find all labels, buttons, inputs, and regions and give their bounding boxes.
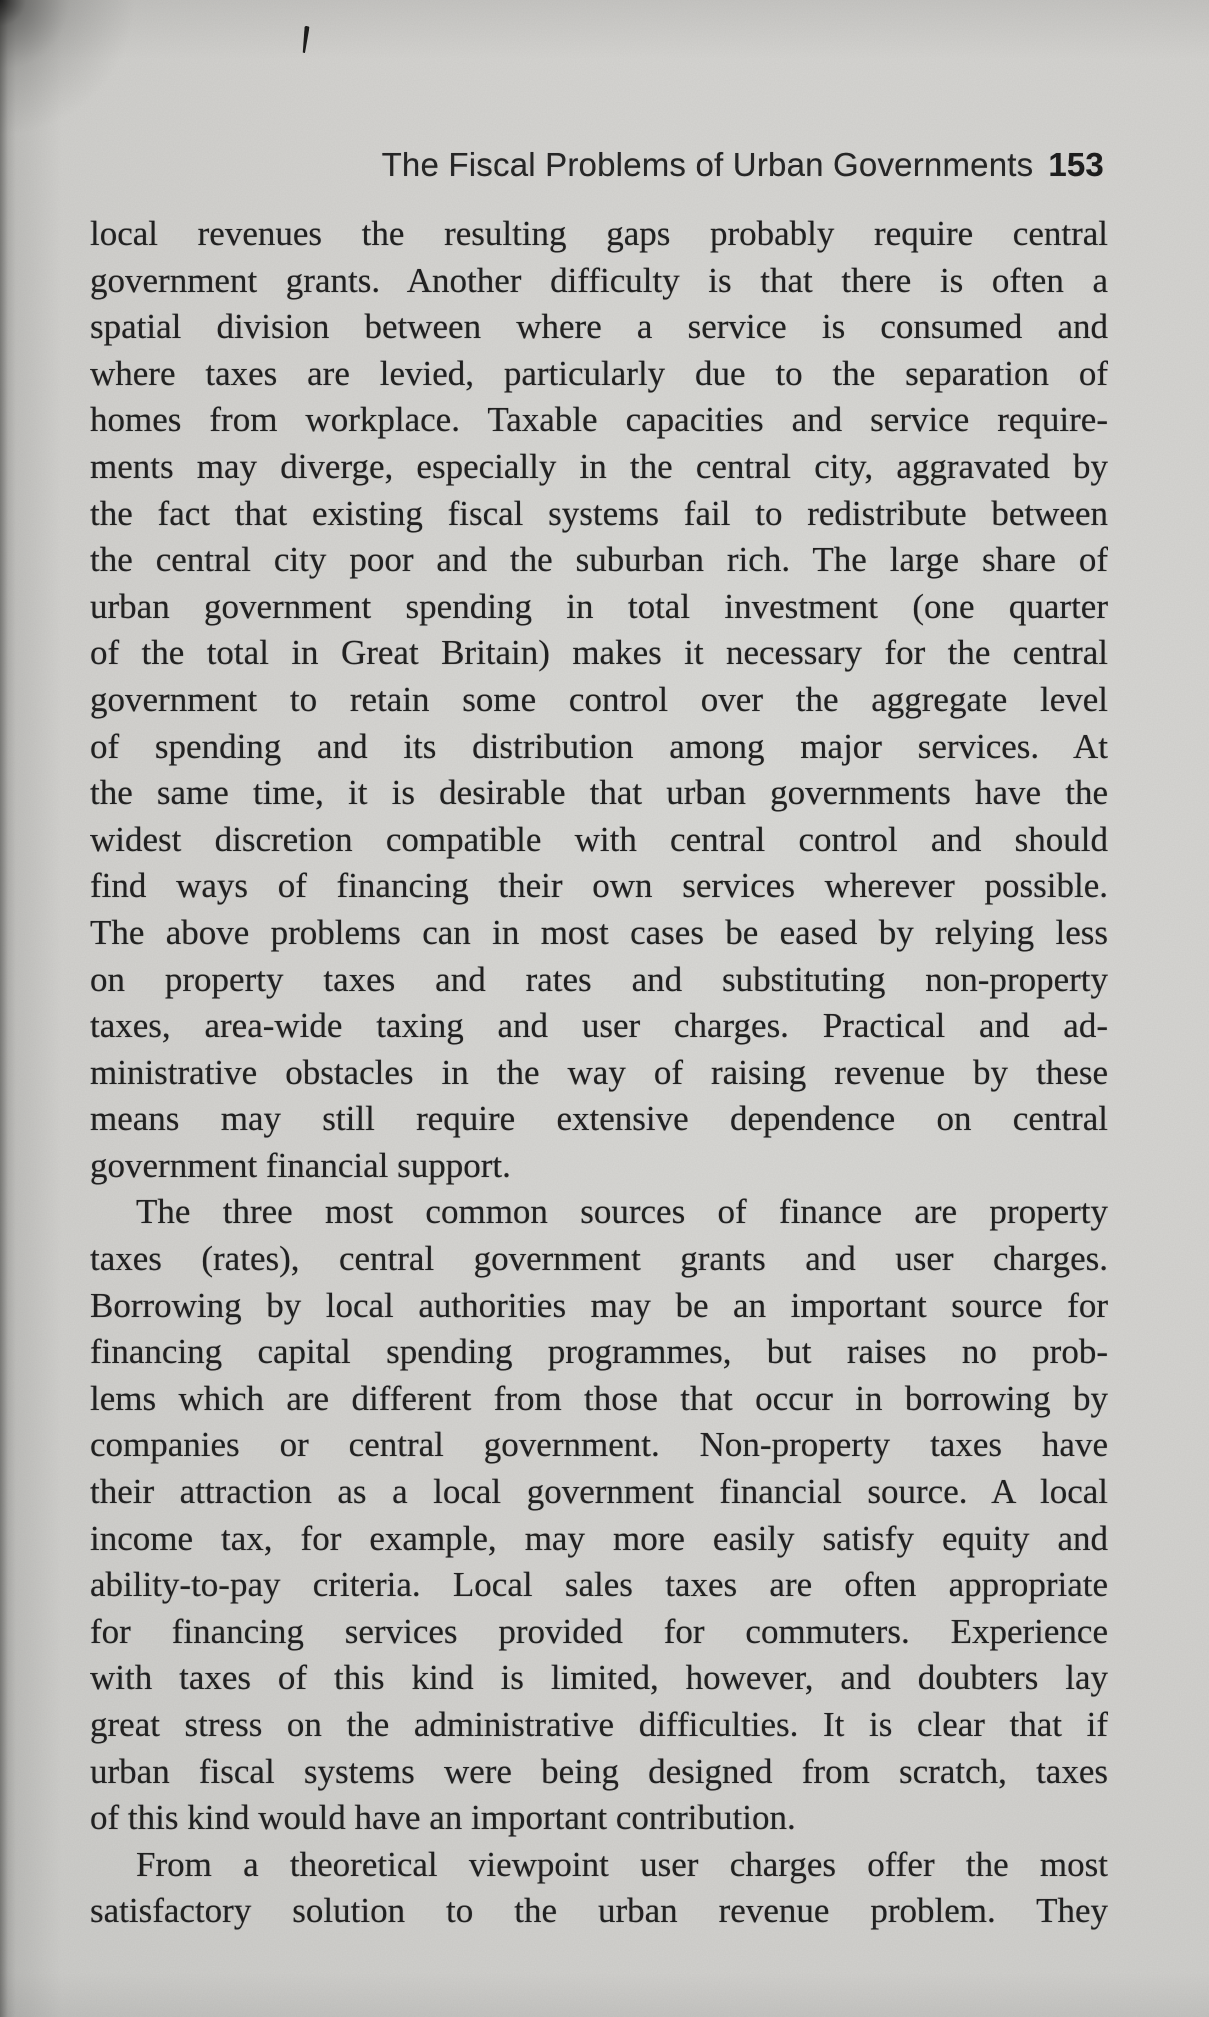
text-line: ability-to-pay criteria. Local sales taxes are often appropriate: [90, 1565, 1108, 1605]
page-header: [382, 146, 1104, 184]
text-line: widest discretion compatible with central control and should: [90, 819, 1108, 859]
stray-ink-mark: [301, 26, 309, 53]
text-line: government financial support.: [90, 1145, 511, 1185]
text-line: ministrative obstacles in the way of raising revenue by these: [90, 1052, 1108, 1092]
text-line: income tax, for example, may more easily satisfy equity and: [90, 1518, 1108, 1558]
text-line: homes from workplace. Taxable capacities and service require-: [90, 400, 1108, 440]
text-line: urban fiscal systems were being designed from scratch, taxes: [90, 1751, 1108, 1791]
text-line: their attraction as a local government financial source. A local: [90, 1472, 1108, 1512]
text-line: local revenues the resulting gaps probably require central: [90, 214, 1108, 253]
text-line: the central city poor and the suburban rich. The large share of: [90, 540, 1108, 580]
text-line: taxes (rates), central government grants and user charges.: [90, 1239, 1108, 1279]
text-line: the fact that existing fiscal systems fail to redistribute between: [90, 493, 1108, 533]
body-text: [90, 211, 1108, 1935]
text-line: for financing services provided for commuters. Experience: [90, 1611, 1108, 1651]
text-line: ments may diverge, especially in the central city, aggravated by: [90, 446, 1108, 486]
text-line: From a theoretical viewpoint user charges offer the most: [136, 1844, 1108, 1884]
text-line: The three most common sources of finance are property: [136, 1192, 1108, 1232]
text-line: find ways of financing their own services wherever possible.: [90, 866, 1108, 906]
text-line: spatial division between where a service is consumed and: [90, 307, 1108, 347]
text-line: Borrowing by local authorities may be an important source for: [90, 1285, 1108, 1325]
text-line: with taxes of this kind is limited, however, and doubters lay: [90, 1658, 1108, 1698]
running-title: The Fiscal Problems of Urban Governments: [381, 146, 1034, 183]
page-number: 153: [1048, 146, 1104, 183]
text-line: of the total in Great Britain) makes it necessary for the central: [90, 633, 1108, 673]
text-line: the same time, it is desirable that urban governments have the: [90, 773, 1108, 813]
text-line: urban government spending in total investment (one quarter: [90, 586, 1108, 626]
text-line: on property taxes and rates and substituting non-property: [90, 959, 1108, 999]
text-line: government to retain some control over the aggregate level: [90, 679, 1108, 719]
text-line: of this kind would have an important contribution.: [90, 1798, 796, 1838]
text-line: where taxes are levied, particularly due to the separation of: [90, 353, 1108, 393]
text-line: The above problems can in most cases be eased by relying less: [90, 912, 1108, 952]
text-line: great stress on the administrative difficulties. It is clear that if: [90, 1705, 1108, 1744]
text-line: taxes, area-wide taxing and user charges. Practical and ad-: [90, 1006, 1108, 1046]
text-line: means may still require extensive dependence on central: [90, 1099, 1108, 1139]
text-line: of spending and its distribution among major services. At: [90, 726, 1108, 766]
text-line: government grants. Another difficulty is that there is often a: [90, 260, 1108, 300]
text-line: financing capital spending programmes, but raises no prob-: [90, 1332, 1108, 1372]
text-line: satisfactory solution to the urban revenue problem. They: [90, 1891, 1108, 1931]
text-line: lems which are different from those that occur in borrowing by: [90, 1378, 1108, 1418]
text-line: companies or central government. Non-property taxes have: [90, 1425, 1108, 1465]
